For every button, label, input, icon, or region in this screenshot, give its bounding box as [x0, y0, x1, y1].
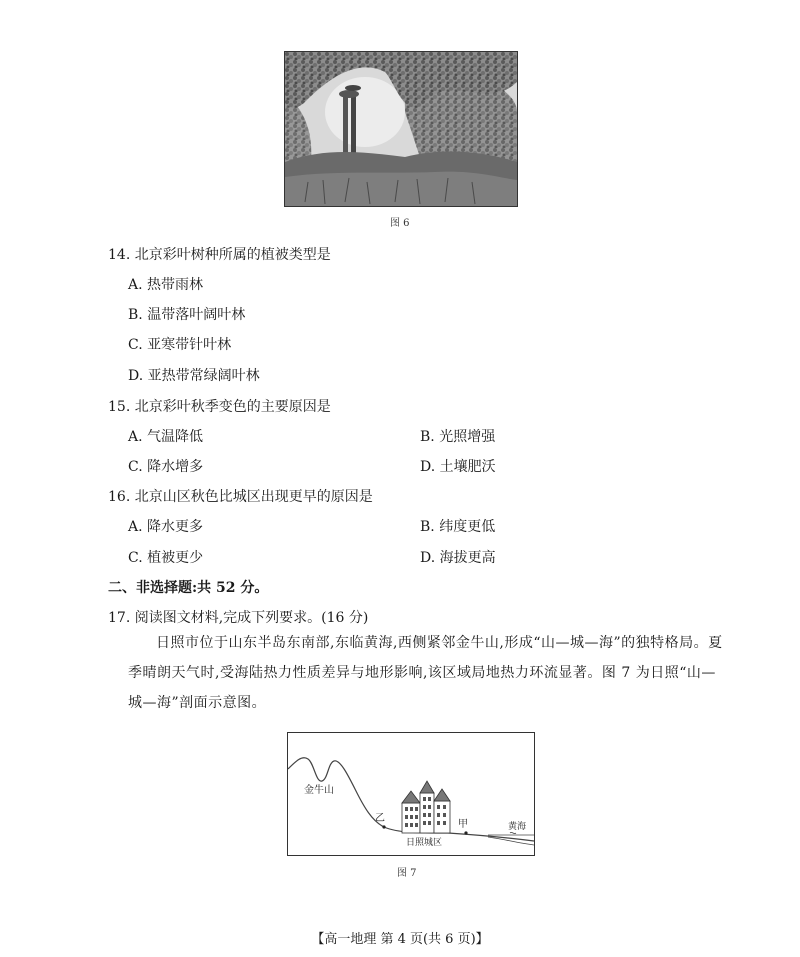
figure-6-caption: 图 6 [390, 218, 410, 229]
question-15-option-b[interactable]: B. 光照增强 [420, 429, 496, 445]
section-2-title: 二、非选择题:共 52 分。 [108, 580, 269, 596]
question-15-option-c[interactable]: C. 降水增多 [128, 459, 204, 475]
city-buildings [402, 781, 450, 833]
question-16-option-b[interactable]: B. 纬度更低 [420, 519, 496, 535]
question-15-option-a[interactable]: A. 气温降低 [128, 429, 204, 445]
question-14-option-b[interactable]: B. 温带落叶阔叶林 [128, 307, 246, 323]
mountain-label: 金牛山 [304, 785, 334, 796]
question-16-option-d[interactable]: D. 海拔更高 [420, 550, 496, 566]
city-label: 日照城区 [406, 838, 443, 848]
figure-6-photo [284, 51, 518, 207]
sea-label: 黄海 [508, 822, 527, 832]
figure-7-caption: 图 7 [397, 868, 417, 879]
question-16-option-a[interactable]: A. 降水更多 [128, 519, 204, 535]
question-17-material: 日照市位于山东半岛东南部,东临黄海,西侧紧邻金牛山,形成“山—城—海”的独特格局。夏季晴朗天气时,受海陆热力性质差异与地形影响,该区域局地热力环流显著。图 7 为日照“山—城—海”剖面示意图。 [128, 635, 723, 711]
point-yi-label: 乙 [375, 813, 385, 824]
question-14-option-c[interactable]: C. 亚寒带针叶林 [128, 337, 232, 353]
point-jia-marker [464, 831, 467, 834]
question-16-stem: 16. 北京山区秋色比城区出现更早的原因是 [108, 489, 373, 505]
point-yi-marker [382, 825, 385, 828]
question-16-option-c[interactable]: C. 植被更少 [128, 550, 204, 566]
question-15-option-d[interactable]: D. 土壤肥沃 [420, 459, 496, 475]
question-17-stem: 17. 阅读图文材料,完成下列要求。(16 分) [108, 610, 369, 626]
tree-photo-illustration [285, 52, 517, 206]
figure-7-diagram [287, 732, 535, 856]
question-14-option-d[interactable]: D. 亚热带常绿阔叶林 [128, 368, 260, 384]
page-footer: 【高一地理 第 4 页(共 6 页)】 [311, 932, 489, 947]
question-15-stem: 15. 北京彩叶秋季变色的主要原因是 [108, 399, 331, 415]
question-14-option-a[interactable]: A. 热带雨林 [128, 277, 204, 293]
profile-diagram [288, 733, 534, 855]
point-jia-label: 甲 [458, 819, 468, 830]
question-14-stem: 14. 北京彩叶树种所属的植被类型是 [108, 247, 331, 263]
